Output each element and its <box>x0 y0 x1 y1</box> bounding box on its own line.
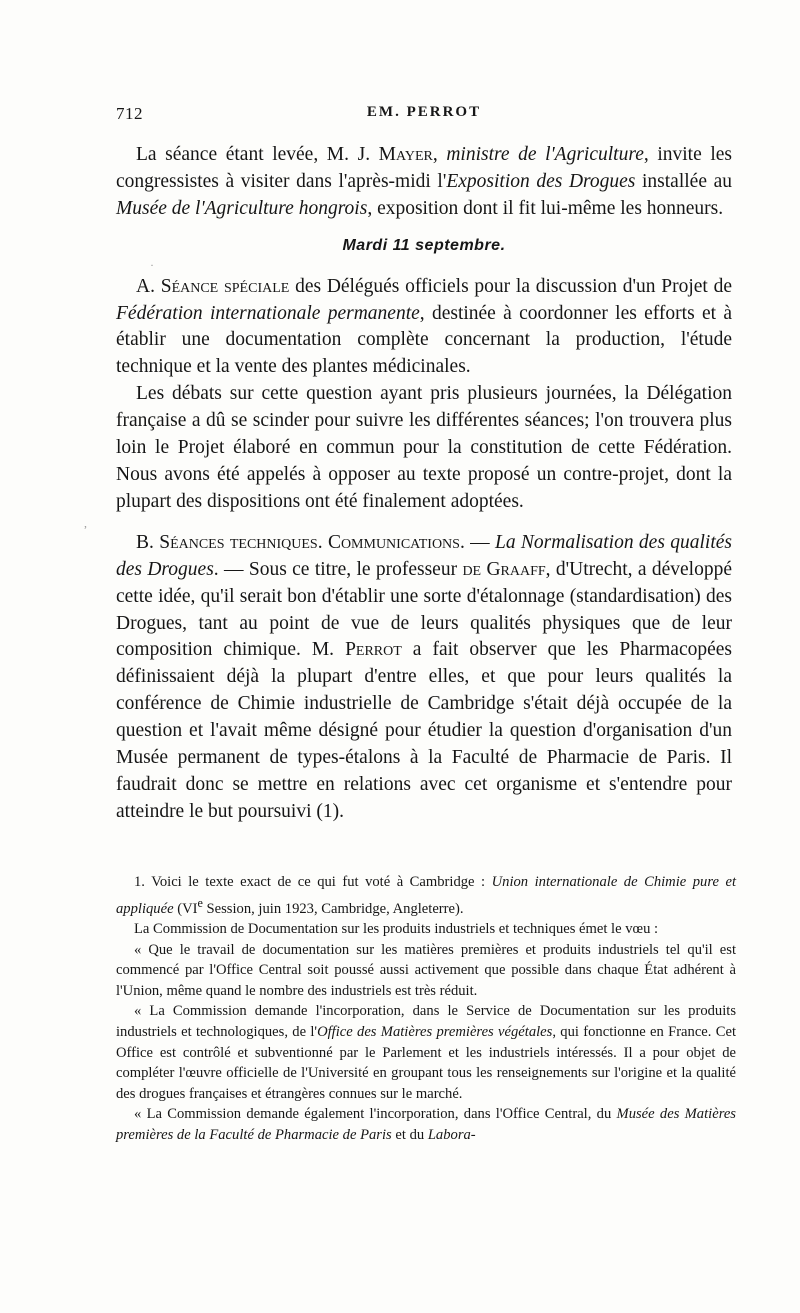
paragraph-seance-levee: La séance étant levée, M. J. Mayer, ministre de l'Agriculture, invite les congressistes à visiter dans l'après-midi l'Exposition des Drogues installée au Musée de l'Agriculture hongrois, exposition dont il fit lui-même les honneurs. <box>116 144 733 219</box>
footnote-voeu-1: « Que le travail de documentation sur les matières premières et produits industriels tel qu'il est commencé par l'Office Central soit poussé aussi activement que possible dans chaque État adhérent à l'Union, même quand le nombre des industriels est très réduit. <box>116 941 736 999</box>
paragraph-seances-techniques: B. Séances techniques. Communications. — La Normalisation des qualités des Drogues. — Sous ce titre, le professeur de Graaff, d'Utrecht, a développé cette idée, qu'il serait bon d'établir une sorte d'étalonnage (standardisation) des Drogues, tant au point de vue de leurs qualités physiques que de leur composition chimique. M. Perrot a fait observer que les Pharmacopées définissaient déjà la plupart d'entre elles, et que pour leurs qualités la conférence de Chimie industrielle de Cambridge s'était déjà occupée de la question et l'avait même désigné pour étudier la question d'organisation d'un Musée permanent de types-étalons à la Faculté de Pharmacie de Paris. Il faudrait donc se mettre en relations avec cet organisme et s'entendre pour atteindre le but poursuivi (1). <box>116 531 732 822</box>
footnote-reference: 1 <box>322 800 333 822</box>
page-number: 712 <box>116 104 143 123</box>
running-head: EM. PERROT <box>366 104 482 120</box>
scan-speck: , <box>84 516 87 530</box>
scan-speck: · <box>150 258 154 272</box>
paragraph-debats: Les débats sur cette question ayant pris plusieurs journées, la Délégation française a dû se scinder pour suivre les différentes séances; l'on trouvera plus loin le Projet élaboré en commun pour la constitution de cette Fédération. Nous avons été appelés à opposer au texte proposé un contre-projet, dont la plupart des dispositions ont été finalement adoptées. <box>116 383 732 512</box>
footnote-voeu-2: « La Commission demande l'incorporation, dans le Service de Documentation sur les produits industriels et technologiques, de l'Office des Matières premières végétales, qui fonctionne en France. Cet Office est contrôlé et subventionné par le Parlement et les industriels intéressés. Il a pour objet de compléter l'œuvre officielle de l'Université en groupant tous les renseignements sur l'origine et la qualité des drogues françaises et étrangères connues sur le marché. <box>116 1003 737 1102</box>
footnote-commission: La Commission de Documentation sur les produits industriels et techniques émet le vœu : <box>134 921 659 938</box>
paragraph-seance-speciale: A. Séance spéciale des Délégués officiels pour la discussion d'un Projet de Fédération internationale permanente, destinée à coordonner les efforts et à établir une documentation complète concernant la production, l'étude technique et la vente des plantes médicinales. <box>116 275 732 378</box>
footnote-voeu-3: « La Commission demande également l'incorporation, dans l'Office Central, du Musée des Matières premières de la Faculté de Pharmacie de Paris et du Labora- <box>116 1106 736 1143</box>
main-text <box>116 142 732 826</box>
footnote-1: 1. Voici le texte exact de ce qui fut voté à Cambridge : Union internationale de Chimie pure et appliquée (VIe Session, juin 1923, Cambridge, Angleterre). <box>116 874 736 917</box>
page-header <box>116 104 732 128</box>
footnotes <box>116 872 736 1146</box>
date-heading: Mardi 11 septembre. <box>342 236 506 254</box>
